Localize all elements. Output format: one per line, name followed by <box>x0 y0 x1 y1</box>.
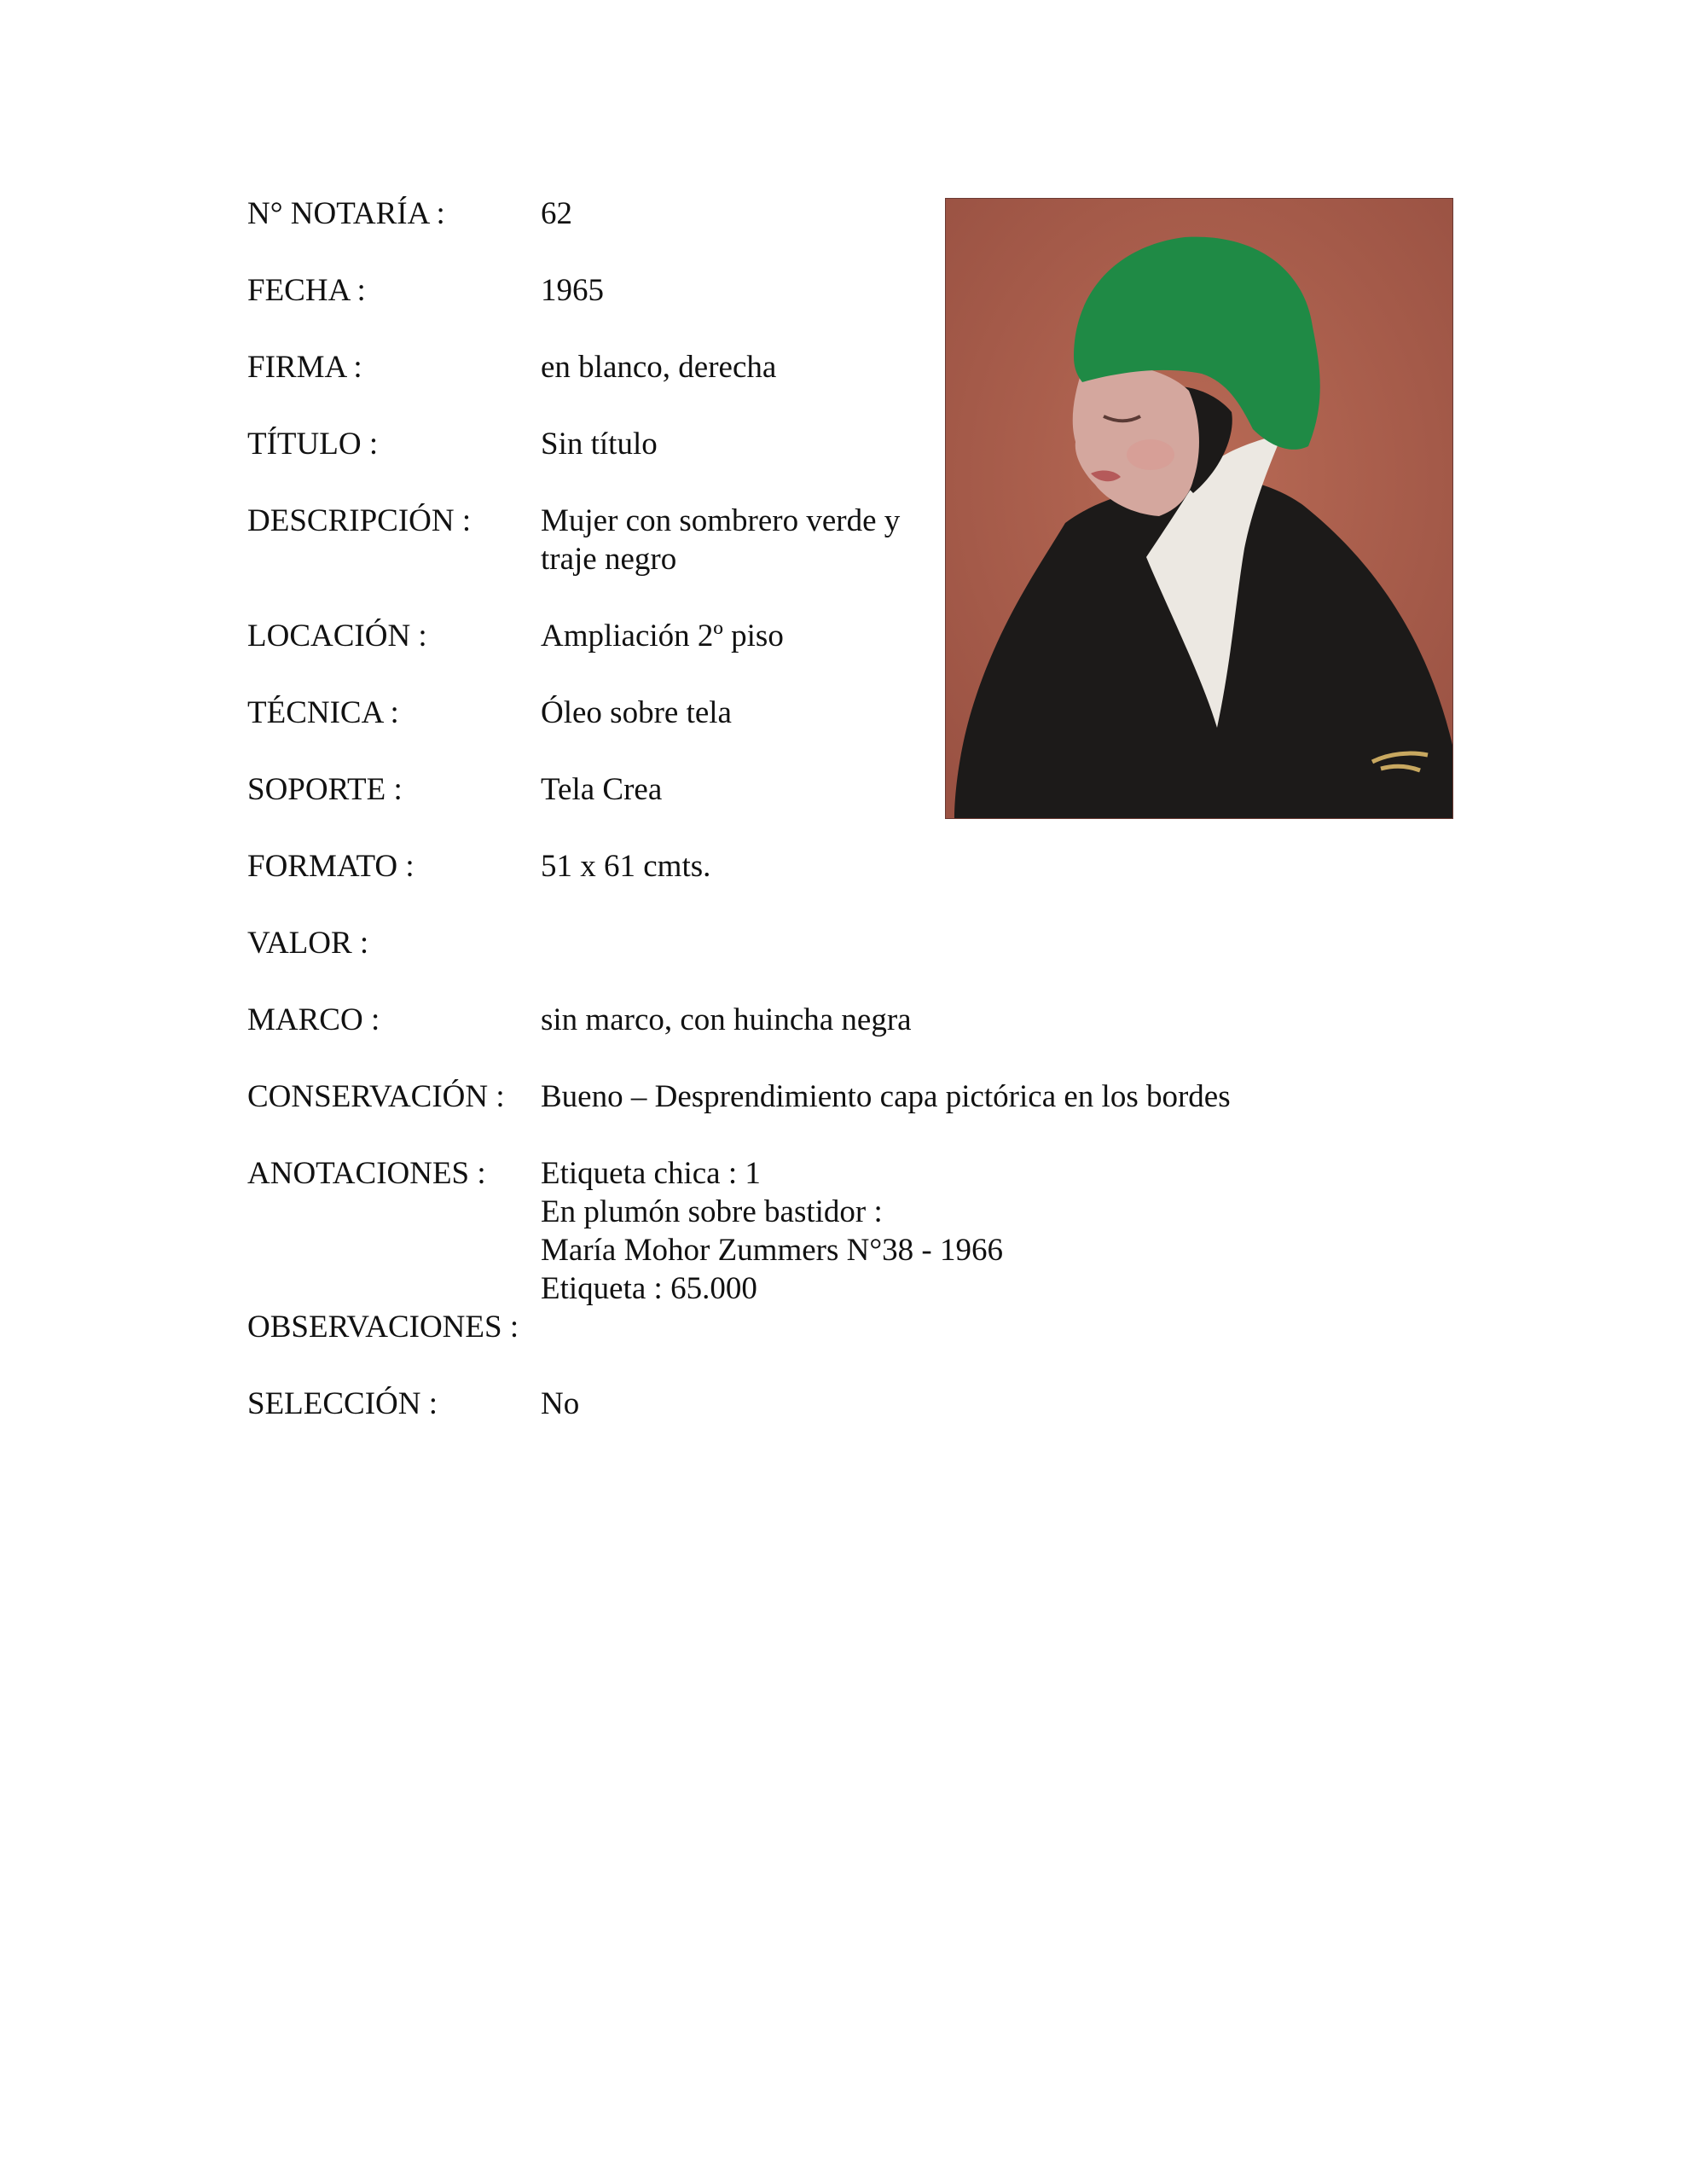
field-label: SELECCIÓN : <box>247 1386 438 1421</box>
field-value: en blanco, derecha <box>541 350 777 385</box>
field-label: VALOR : <box>247 926 369 961</box>
value-line: María Mohor Zummers N°38 - 1966 <box>541 1233 1003 1268</box>
field-value: 51 x 61 cmts. <box>541 849 711 884</box>
field-conservacion <box>247 1077 1356 1116</box>
field-value: Ampliación 2º piso <box>541 619 784 653</box>
field-marco <box>247 1001 1356 1039</box>
field-label: DESCRIPCIÓN : <box>247 503 472 538</box>
field-label: MARCO : <box>247 1002 380 1037</box>
field-label: FIRMA : <box>247 350 362 385</box>
field-label: TÍTULO : <box>247 427 379 462</box>
field-value: Óleo sobre tela <box>541 695 732 730</box>
field-seleccion <box>247 1385 1356 1423</box>
field-value: Sin título <box>541 427 658 462</box>
value-line: En plumón sobre bastidor : <box>541 1194 883 1229</box>
field-label: TÉCNICA : <box>247 695 399 730</box>
field-label: FECHA : <box>247 273 366 308</box>
field-label: N° NOTARÍA : <box>247 196 445 231</box>
field-valor <box>247 924 1356 962</box>
field-label: ANOTACIONES : <box>247 1156 486 1191</box>
field-anotaciones <box>247 1154 1356 1308</box>
painting-woman-green-hat <box>946 199 1452 818</box>
field-observaciones <box>247 1308 1356 1346</box>
field-value: 1965 <box>541 273 604 308</box>
field-label: SOPORTE : <box>247 772 403 807</box>
field-label: LOCACIÓN : <box>247 619 427 653</box>
field-value: Bueno – Desprendimiento capa pictórica en los bordes <box>541 1079 1231 1114</box>
value-line: Mujer con sombrero verde y <box>541 503 901 538</box>
field-value <box>541 924 1356 962</box>
value-line: traje negro <box>541 542 677 577</box>
value-line: Etiqueta : 65.000 <box>541 1271 757 1306</box>
field-value <box>541 1154 1356 1308</box>
value-line: Etiqueta chica : 1 <box>541 1156 761 1191</box>
painting-image <box>945 198 1453 819</box>
field-label: CONSERVACIÓN : <box>247 1079 505 1114</box>
field-value <box>541 1308 1356 1346</box>
painting-cheek <box>1127 439 1174 470</box>
field-value: 62 <box>541 196 572 231</box>
field-value: Tela Crea <box>541 772 663 807</box>
field-value: sin marco, con huincha negra <box>541 1002 912 1037</box>
field-label: FORMATO : <box>247 849 415 884</box>
field-formato <box>247 847 1356 886</box>
field-value: No <box>541 1386 580 1421</box>
field-label: OBSERVACIONES : <box>247 1310 519 1345</box>
